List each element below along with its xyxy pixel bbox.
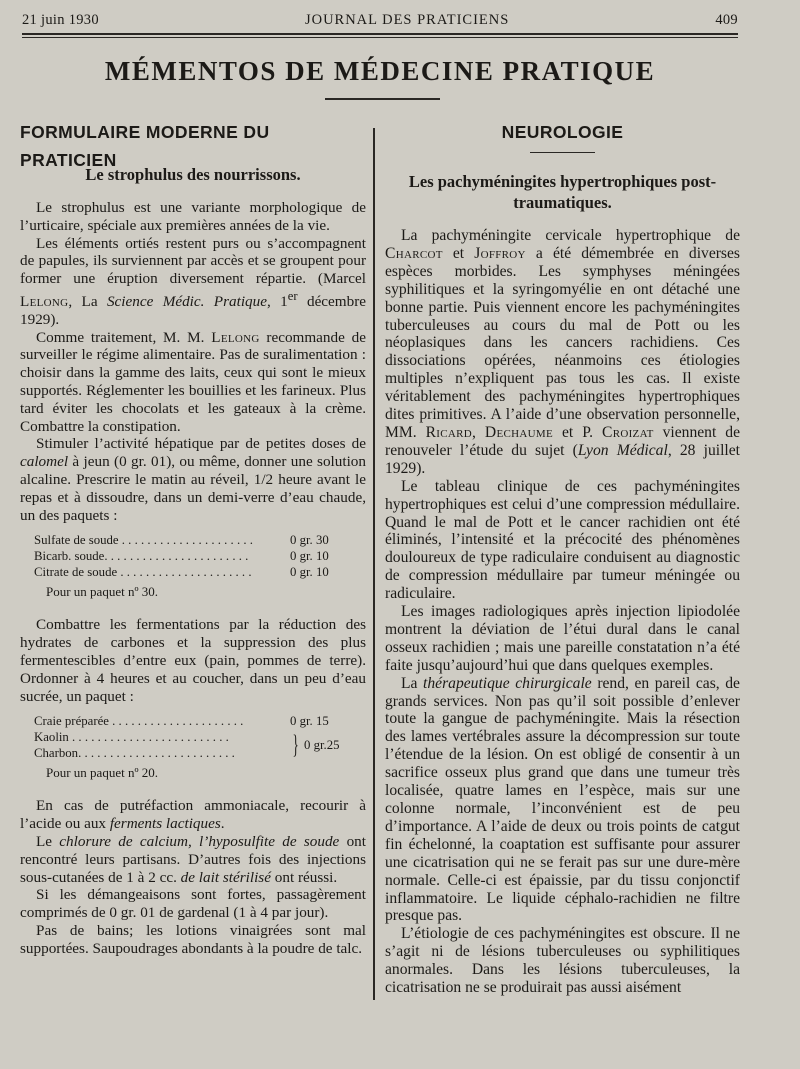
page-title: MÉMENTOS DE MÉDECINE PRATIQUE	[104, 56, 656, 86]
prescription-note: Pour un paquet nº 20.	[46, 765, 158, 781]
paragraph: L’étiologie de ces pachyméningites est obscure. Il ne s’agit ni de lésions tuberculeuses ou syphilitiques anormales. Dans les lésions tuberculeuses, la cicatrisation ne se produirait pas aussi aisément	[385, 925, 740, 997]
paragraph: Le strophulus est une variante morphologique de l’urticaire, spéciale aux premières années de la vie.	[20, 199, 366, 234]
prescription-line: Bicarb. soude. . . . . . . . . . . . . . . . . . . . . . . 0 gr. 10	[34, 549, 329, 564]
paragraph: Le tableau clinique de ces pachyméningites hypertrophiques est celui d’une compression médullaire. Quand le mal de Pott et le cancer rachidien ont été éliminés, l’intensité et la précocité des phénomènes douloureux de type radiculaire conduisent au diagnostic de compression médullaire par tumeur méningée ou radiculaire.	[385, 477, 740, 603]
running-head	[22, 12, 738, 34]
brace-glyph: }	[292, 730, 299, 760]
paragraph: Les éléments ortiés restent purs ou s’accompagnent de papules, ils surviennent par accès et se groupent pour former une éruption diversement répartie. (Marcel Lelong, La Science Médic. Pratique, 1er décembre 1929).	[20, 234, 366, 328]
paragraph: Pas de bains; les lotions vinaigrées sont mal supportées. Saupoudrages abondants à la poudre de talc.	[20, 921, 366, 957]
paragraph: Combattre les fermentations par la réduction des hydrates de carbones et la suppression des plus fermentescibles d’entre eux (pain, pommes de terre). Ordonner à 4 heures et au coucher, dans un peu d’eau sucrée, un paquet :	[20, 616, 366, 705]
prescription-1	[34, 532, 366, 580]
prescription-group	[34, 729, 366, 761]
prescription-2	[34, 713, 366, 761]
section-rule	[530, 152, 595, 153]
prescription-note: Pour un paquet nº 30.	[46, 584, 158, 600]
article-title-pachymeningites: Les pachyméningites hypertrophiques post-traumatiques.	[408, 172, 717, 212]
prescription-line: Sulfate de soude . . . . . . . . . . . . . . . . . . . . . 0 gr. 30	[34, 533, 329, 548]
prescription-line: Craie préparée . . . . . . . . . . . . . . . . . . . . . 0 gr. 15	[34, 714, 329, 729]
prescription-line: Kaolin . . . . . . . . . . . . . . . . . . . . . . . . .	[34, 730, 229, 745]
right-column	[385, 118, 740, 997]
left-column	[20, 118, 366, 958]
paragraph: La thérapeutique chirurgicale rend, en pareil cas, de grands services. Non pas qu’il soit possible d’enlever toute la gangue de pachyméningite. Mais la résection des lames vertébrales assure la décompression sur toute l’étendue de la lésion. On est obligé de consentir à un sacrifice osseux plus grand que dans une tumeur très localisée, quatre lames en l’espèce, mais sur une colonne normale, l’inconvénient est de peu d’importance. A l’aide de deux ou trois points de catgut fin échelonné, la coaptation est suffisante pour assurer une cicatrisation qui ne se ferait pas sur une dure-mère normale. Celle-ci est épaissie, par du tissu conjonctif inflammatoire. Le liquide céphalo-rachidien ne filtre presque pas.	[385, 674, 740, 925]
paragraph: Stimuler l’activité hépatique par de petites doses de calomel à jeun (0 gr. 01), ou même, donner une solution alcaline. Prescrire le matin au réveil, 1/2 heure avant le repas et à dissoudre, dans un demi-verre d’eau chaude, un des paquets :	[20, 435, 366, 524]
issue-date: 21 juin 1930	[22, 12, 99, 28]
article-title-strophulus: Le strophulus des nourrissons.	[85, 165, 301, 184]
section-heading-formulaire: FORMULAIRE MODERNE DU PRATICIEN	[20, 122, 270, 170]
journal-name: JOURNAL DES PRATICIENS	[304, 12, 510, 28]
prescription-dose: 0 gr.25	[304, 738, 340, 753]
header-rule-thin	[22, 37, 738, 38]
paragraph: En cas de putréfaction ammoniacale, recourir à l’acide ou aux ferments lactiques.	[20, 797, 366, 833]
page-number: 409	[715, 12, 738, 28]
section-heading-neurologie: NEUROLOGIE	[501, 122, 624, 142]
paragraph: Si les démangeaisons sont fortes, passagèrement comprimés de 0 gr. 01 de gardenal (1 à 4 par jour).	[20, 886, 366, 922]
paragraph: Les images radiologiques après injection lipiodolée montrent la déviation de l’étui dural dans le canal osseux rachidien ; mais une pareille constatation n’a été faite jusqu’aujourd’hui que dans quelques exemples.	[385, 603, 740, 674]
paragraph: La pachyméningite cervicale hypertrophique de Charcot et Joffroy a été démembrée en diverses espèces morbides. Les symphyses méningées syphilitiques et la syringomyélie en ont détaché une bonne partie. Puis viennent encore les pachyméningites tuberculeuses au cours du mal de Pott ou les néoplasiques dans les cancers rachidiens. Ces dissociations opérées, néanmoins ces étiologies multiples n’expliquent pas tous les cas. Il existe véritablement des pachyméningites hypertrophiques dites primitives. A l’aide d’une observation personnelle, MM. Ricard, Dechaume et P. Croizat viennent de renouveler l’étude du sujet (Lyon Médical, 28 juillet 1929).	[385, 227, 741, 477]
column-divider	[373, 128, 375, 1000]
paragraph: Le chlorure de calcium, l’hyposulfite de soude ont rencontré leurs partisans. D’autres fois des injections sous-cutanées de 1 à 2 cc. de lait stérilisé ont réussi.	[20, 832, 366, 886]
prescription-line: Charbon. . . . . . . . . . . . . . . . . . . . . . . . .	[34, 746, 235, 761]
title-rule	[325, 98, 440, 100]
header-rule	[22, 33, 738, 35]
prescription-line: Citrate de soude . . . . . . . . . . . . . . . . . . . . . 0 gr. 10	[34, 565, 329, 580]
paragraph: Comme traitement, M. M. Lelong recommande de surveiller le régime alimentaire. Pas de suralimentation : choisir dans la gamme des laits, ceux qui sont le mieux supportés. Réglementer les bouillies et les farineux. Plus tard éviter les chocolats et les gateaux à la crème. Combattre la constipation.	[20, 328, 366, 435]
